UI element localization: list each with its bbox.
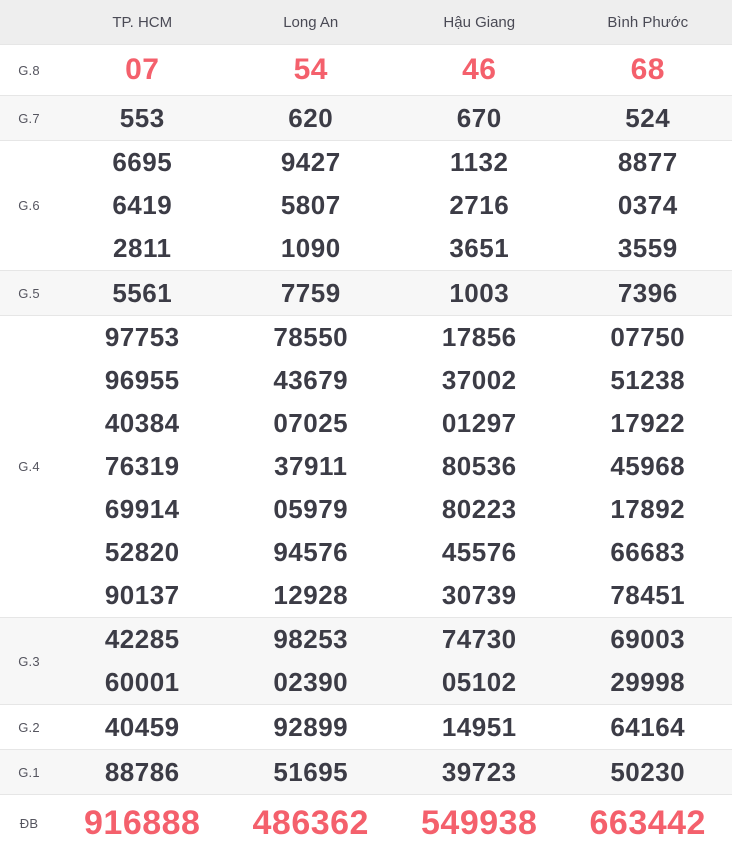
province-header-hau-giang: Hậu Giang	[395, 0, 564, 45]
header-corner-cell	[0, 0, 58, 45]
prize-number: 94576	[227, 531, 396, 574]
prize-number: 60001	[58, 661, 227, 704]
prize-number: 69914	[58, 488, 227, 531]
prize-cell-g7-binh-phuoc	[564, 96, 732, 141]
prize-number: 17892	[564, 488, 732, 531]
prize-cell-g4-binh-phuoc	[564, 316, 732, 618]
prize-number: 8877	[564, 141, 732, 184]
prize-cell-g5-long-an	[227, 271, 396, 316]
prize-cell-g4-tp-hcm	[58, 316, 227, 618]
table-body	[0, 45, 732, 852]
prize-number: 76319	[58, 445, 227, 488]
prize-number: 78550	[227, 316, 396, 359]
prize-cell-g2-long-an	[227, 705, 396, 750]
prize-number: 07750	[564, 316, 732, 359]
prize-cell-g7-long-an	[227, 96, 396, 141]
prize-cell-g1-long-an	[227, 750, 396, 795]
prize-number: 1003	[395, 272, 564, 315]
prize-number: 80536	[395, 445, 564, 488]
prize-number: 92899	[227, 706, 396, 749]
prize-row-g7	[0, 96, 732, 141]
prize-number: 02390	[227, 661, 396, 704]
prize-number: 80223	[395, 488, 564, 531]
prize-number: 42285	[58, 618, 227, 661]
prize-cell-g1-binh-phuoc	[564, 750, 732, 795]
prize-cell-g7-tp-hcm	[58, 96, 227, 141]
prize-label-g5: G.5	[0, 271, 58, 316]
prize-number: 1132	[395, 141, 564, 184]
province-header-tp-hcm: TP. HCM	[58, 0, 227, 45]
prize-cell-g4-hau-giang	[395, 316, 564, 618]
prize-label-g6: G.6	[0, 141, 58, 271]
prize-number: 620	[227, 97, 396, 140]
prize-cell-g3-long-an	[227, 618, 396, 705]
prize-number: 01297	[395, 402, 564, 445]
prize-label-g8: G.8	[0, 45, 58, 96]
prize-number: 524	[564, 97, 732, 140]
prize-cell-g5-tp-hcm	[58, 271, 227, 316]
prize-number: 05979	[227, 488, 396, 531]
prize-number: 51695	[227, 751, 396, 794]
prize-row-g1	[0, 750, 732, 795]
prize-cell-g6-long-an	[227, 141, 396, 271]
province-header-long-an: Long An	[227, 0, 396, 45]
prize-number: 553	[58, 97, 227, 140]
prize-cell-g3-tp-hcm	[58, 618, 227, 705]
prize-cell-g1-tp-hcm	[58, 750, 227, 795]
prize-number: 05102	[395, 661, 564, 704]
prize-cell-g5-binh-phuoc	[564, 271, 732, 316]
prize-number: 5561	[58, 272, 227, 315]
prize-number: 1090	[227, 227, 396, 270]
prize-cell-g8-binh-phuoc	[564, 45, 732, 96]
prize-number: 663442	[564, 796, 732, 851]
prize-cell-g5-hau-giang	[395, 271, 564, 316]
prize-cell-g4-long-an	[227, 316, 396, 618]
prize-number: 0374	[564, 184, 732, 227]
prize-cell-g6-hau-giang	[395, 141, 564, 271]
prize-number: 90137	[58, 574, 227, 617]
prize-label-g1: G.1	[0, 750, 58, 795]
prize-label-g2: G.2	[0, 705, 58, 750]
prize-row-g3	[0, 618, 732, 705]
prize-number: 40459	[58, 706, 227, 749]
prize-row-g5	[0, 271, 732, 316]
prize-number: 98253	[227, 618, 396, 661]
prize-cell-g2-binh-phuoc	[564, 705, 732, 750]
prize-cell-g8-tp-hcm	[58, 45, 227, 96]
prize-number: 17922	[564, 402, 732, 445]
prize-cell-g3-hau-giang	[395, 618, 564, 705]
prize-number: 46	[395, 45, 564, 95]
prize-number: 7396	[564, 272, 732, 315]
prize-number: 3651	[395, 227, 564, 270]
prize-number: 45968	[564, 445, 732, 488]
prize-label-g3: G.3	[0, 618, 58, 705]
prize-number: 64164	[564, 706, 732, 749]
prize-cell-g6-binh-phuoc	[564, 141, 732, 271]
prize-number: 88786	[58, 751, 227, 794]
prize-number: 43679	[227, 359, 396, 402]
prize-number: 97753	[58, 316, 227, 359]
prize-number: 670	[395, 97, 564, 140]
prize-number: 2811	[58, 227, 227, 270]
prize-cell-g3-binh-phuoc	[564, 618, 732, 705]
prize-number: 916888	[58, 796, 227, 851]
prize-cell-g8-long-an	[227, 45, 396, 96]
prize-row-g6	[0, 141, 732, 271]
prize-number: 07	[58, 45, 227, 95]
prize-number: 96955	[58, 359, 227, 402]
prize-number: 9427	[227, 141, 396, 184]
prize-number: 68	[564, 45, 732, 95]
prize-cell-g6-tp-hcm	[58, 141, 227, 271]
prize-number: 14951	[395, 706, 564, 749]
prize-number: 6695	[58, 141, 227, 184]
prize-number: 74730	[395, 618, 564, 661]
prize-cell-g7-hau-giang	[395, 96, 564, 141]
prize-label-db: ĐB	[0, 795, 58, 852]
table-header-row	[0, 0, 732, 45]
prize-number: 7759	[227, 272, 396, 315]
prize-cell-g1-hau-giang	[395, 750, 564, 795]
prize-number: 12928	[227, 574, 396, 617]
prize-number: 37002	[395, 359, 564, 402]
province-header-binh-phuoc: Bình Phước	[564, 0, 732, 45]
prize-cell-g2-hau-giang	[395, 705, 564, 750]
prize-number: 39723	[395, 751, 564, 794]
prize-number: 66683	[564, 531, 732, 574]
prize-number: 54	[227, 45, 396, 95]
prize-row-g4	[0, 316, 732, 618]
prize-number: 07025	[227, 402, 396, 445]
prize-number: 30739	[395, 574, 564, 617]
prize-number: 78451	[564, 574, 732, 617]
prize-number: 45576	[395, 531, 564, 574]
prize-cell-g8-hau-giang	[395, 45, 564, 96]
prize-number: 29998	[564, 661, 732, 704]
prize-label-g4: G.4	[0, 316, 58, 618]
prize-number: 52820	[58, 531, 227, 574]
prize-number: 3559	[564, 227, 732, 270]
prize-number: 486362	[227, 796, 396, 851]
prize-row-g2	[0, 705, 732, 750]
bottom-spacer	[0, 851, 732, 861]
prize-row-g8	[0, 45, 732, 96]
prize-number: 69003	[564, 618, 732, 661]
prize-number: 6419	[58, 184, 227, 227]
prize-number: 549938	[395, 796, 564, 851]
prize-number: 40384	[58, 402, 227, 445]
prize-number: 50230	[564, 751, 732, 794]
prize-label-g7: G.7	[0, 96, 58, 141]
prize-number: 17856	[395, 316, 564, 359]
prize-number: 2716	[395, 184, 564, 227]
prize-number: 51238	[564, 359, 732, 402]
prize-number: 37911	[227, 445, 396, 488]
prize-number: 5807	[227, 184, 396, 227]
prize-cell-g2-tp-hcm	[58, 705, 227, 750]
